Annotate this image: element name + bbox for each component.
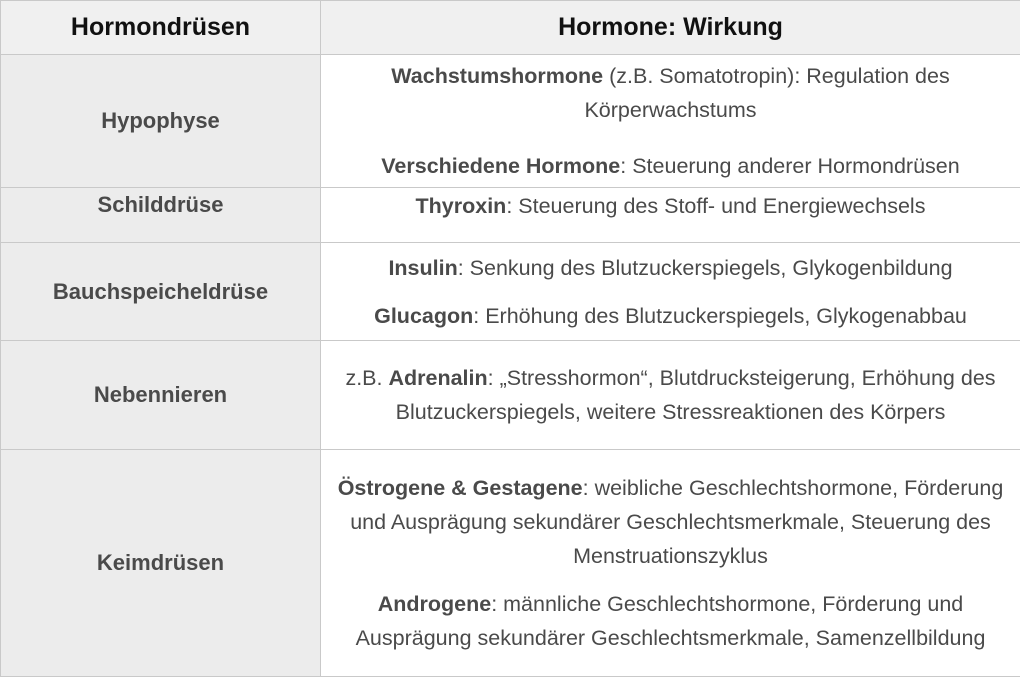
hormone-name: Thyroxin (416, 194, 507, 218)
hormone-name: Adrenalin (388, 366, 487, 390)
header-row (1, 1, 1020, 55)
effect-entry (325, 471, 1016, 573)
table-row (1, 243, 1020, 341)
gland-cell: Schilddrüse (1, 188, 321, 243)
hormone-effect-text: : weibliche Geschlechtshormone, Förderung und Ausprägung sekundärer Geschlechtsmerkmale, Steuerung des Menstruationszyklus (350, 476, 1003, 568)
gland-cell: Hypophyse (1, 55, 321, 188)
hormone-name: Wachstumshormone (391, 64, 603, 88)
effect-cell (321, 188, 1020, 243)
hormone-effect-text: : Erhöhung des Blutzuckerspiegels, Glykogenabbau (473, 304, 967, 328)
effect-cell (321, 341, 1020, 450)
table-row (1, 341, 1020, 450)
hormone-effect-text: : Steuerung des Stoff- und Energiewechsels (506, 194, 925, 218)
hormone-effect-text: : Steuerung anderer Hormondrüsen (620, 154, 959, 178)
hormone-name: Glucagon (374, 304, 473, 328)
hormone-prefix: z.B. (345, 366, 388, 390)
hormone-effect-text: : männliche Geschlechtshormone, Förderung und Ausprägung sekundärer Geschlechtsmerkmale, Samenzellbildung (356, 592, 986, 650)
header-hormone-wirkung: Hormone: Wirkung (321, 1, 1020, 55)
effect-cell (321, 243, 1020, 341)
hormone-name: Insulin (388, 256, 457, 280)
table-row (1, 188, 1020, 243)
effect-entry (325, 251, 1016, 285)
table-row (1, 55, 1020, 188)
effect-entry (325, 361, 1016, 429)
effect-entry (325, 149, 1016, 183)
hormone-effect-text: : Senkung des Blutzuckerspiegels, Glykogenbildung (458, 256, 953, 280)
effect-entry (325, 587, 1016, 655)
hormone-effect-text: : „Stresshormon“, Blutdrucksteigerung, Erhöhung des Blutzuckerspiegels, weitere Stressreaktionen des Körpers (396, 366, 996, 424)
effect-entry (325, 59, 1016, 127)
hormone-name: Östrogene & Gestagene (338, 476, 583, 500)
header-hormondruesen: Hormondrüsen (1, 1, 321, 55)
gland-cell: Keimdrüsen (1, 450, 321, 677)
hormone-name: Verschiedene Hormone (381, 154, 620, 178)
effect-entry (325, 189, 1016, 223)
gland-cell: Bauchspeicheldrüse (1, 243, 321, 341)
hormone-effect-text: (z.B. Somatotropin): Regulation des Körperwachstums (584, 64, 949, 122)
gland-cell: Nebennieren (1, 341, 321, 450)
hormone-name: Androgene (378, 592, 491, 616)
effect-cell (321, 450, 1020, 677)
effect-entry (325, 299, 1016, 333)
effect-cell (321, 55, 1020, 188)
table-row (1, 450, 1020, 677)
